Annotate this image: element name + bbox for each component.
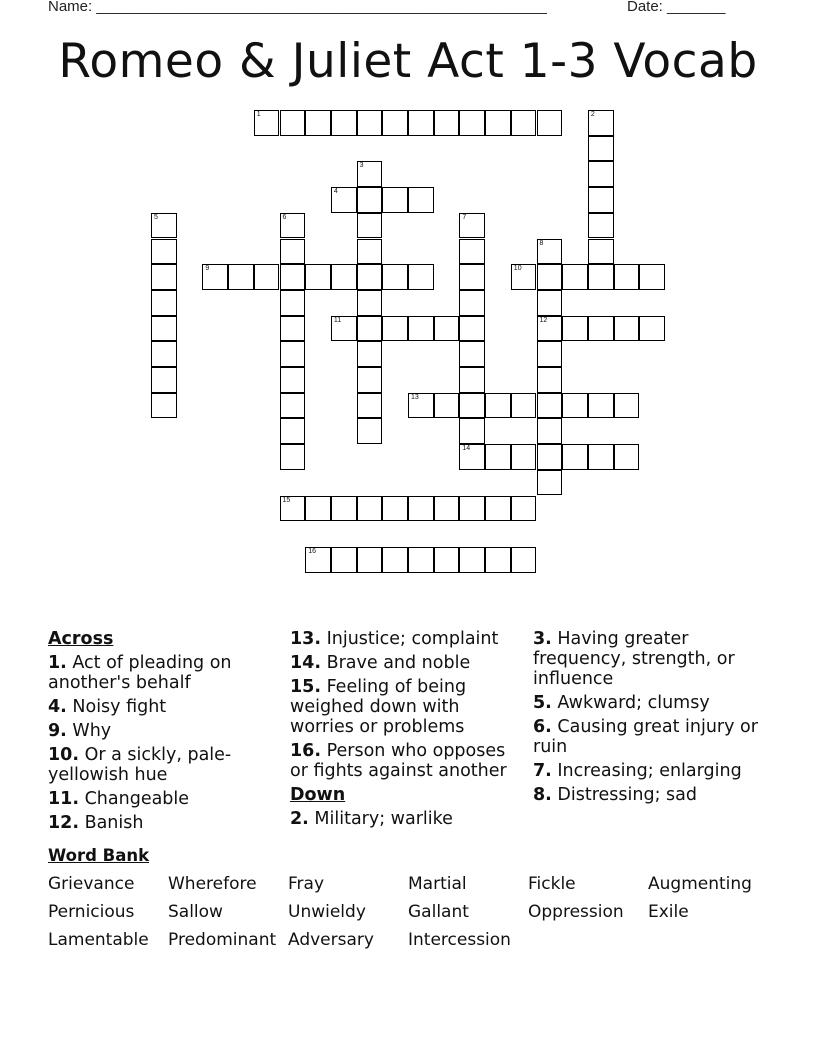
crossword-cell[interactable] [331, 496, 357, 522]
clue-item [290, 653, 520, 673]
crossword-cell[interactable] [357, 496, 383, 522]
crossword-cell[interactable] [537, 316, 563, 342]
crossword-cell[interactable] [357, 341, 383, 367]
clue-number-label: 9. [48, 721, 67, 741]
crossword-cell[interactable] [537, 290, 563, 316]
crossword-cell[interactable] [331, 316, 357, 342]
crossword-cell[interactable] [280, 496, 306, 522]
crossword-cell[interactable] [254, 264, 280, 290]
clue-item [533, 717, 763, 757]
crossword-cell[interactable] [331, 187, 357, 213]
crossword-cell[interactable] [588, 393, 614, 419]
crossword-cell[interactable] [408, 547, 434, 573]
crossword-cell[interactable] [459, 496, 485, 522]
clue-number-label: 3. [533, 629, 552, 649]
crossword-cell[interactable] [357, 367, 383, 393]
clue-number: 2 [590, 111, 595, 118]
crossword-cell[interactable] [305, 547, 331, 573]
word-bank-item: Augmenting [648, 874, 752, 894]
word-bank-title: Word Bank [48, 846, 150, 865]
crossword-cell[interactable] [408, 496, 434, 522]
clue-number-label: 10. [48, 745, 80, 765]
crossword-cell[interactable] [537, 444, 563, 470]
clue-number-label: 7. [533, 761, 552, 781]
crossword-cell[interactable] [639, 316, 665, 342]
clue-number-label: 4. [48, 697, 67, 717]
crossword-cell[interactable] [280, 341, 306, 367]
down-heading: Down [290, 785, 346, 805]
clue-number: 3 [359, 162, 364, 170]
crossword-cell[interactable] [485, 393, 511, 419]
crossword-cell[interactable] [614, 393, 640, 419]
clue-text: Having greater frequency, strength, or influence [533, 629, 735, 689]
crossword-cell[interactable] [382, 547, 408, 573]
crossword-cell[interactable] [280, 290, 306, 316]
crossword-cell[interactable] [280, 316, 306, 342]
clue-text: Person who opposes or fights against another [290, 741, 507, 781]
clue-number-label: 11. [48, 789, 80, 809]
crossword-cell[interactable] [588, 187, 614, 213]
crossword-cell[interactable] [305, 110, 331, 136]
clue-text: Why [66, 721, 112, 741]
word-bank-item: Pernicious [48, 902, 135, 922]
clue-number: 4 [333, 188, 338, 196]
word-bank-item: Fickle [528, 874, 576, 894]
clue-item [48, 789, 278, 809]
word-bank-item: Sallow [168, 902, 223, 922]
clue-number-label: 5. [533, 693, 552, 713]
word-bank-item: Lamentable [48, 930, 149, 950]
crossword-cell[interactable] [151, 290, 177, 316]
crossword-cell[interactable] [382, 316, 408, 342]
crossword-cell[interactable] [485, 110, 511, 136]
clues-column-2 [290, 629, 520, 833]
clue-number: 7 [462, 213, 467, 221]
crossword-cell[interactable] [280, 110, 306, 136]
clues-column-3 [533, 629, 763, 809]
word-bank-item: Martial [408, 874, 467, 894]
crossword-cell[interactable] [588, 161, 614, 187]
crossword-cell[interactable] [588, 316, 614, 342]
crossword-cell[interactable] [588, 213, 614, 239]
crossword-cell[interactable] [459, 239, 485, 265]
crossword-cell[interactable] [331, 110, 357, 136]
clue-item [48, 813, 278, 833]
crossword-cell[interactable] [537, 393, 563, 419]
clue-text: Awkward; clumsy [551, 693, 710, 713]
crossword-cell[interactable] [357, 187, 383, 213]
word-bank-item: Gallant [408, 902, 469, 922]
crossword-cell[interactable] [280, 444, 306, 470]
crossword-cell[interactable] [151, 316, 177, 342]
crossword-cell[interactable] [459, 213, 485, 239]
crossword-cell[interactable] [459, 110, 485, 136]
clue-number-label: 15. [290, 677, 322, 697]
clue-number: 12 [539, 316, 548, 324]
crossword-cell[interactable] [459, 341, 485, 367]
clue-text: Injustice; complaint [321, 629, 499, 649]
word-bank-item: Intercession [408, 930, 511, 950]
clue-text: Changeable [79, 789, 190, 809]
crossword-cell[interactable] [408, 393, 434, 419]
crossword-cell[interactable] [357, 393, 383, 419]
crossword-cell[interactable] [459, 547, 485, 573]
crossword-cell[interactable] [382, 264, 408, 290]
crossword-cell[interactable] [537, 264, 563, 290]
crossword-cell[interactable] [537, 239, 563, 265]
crossword-cell[interactable] [151, 213, 177, 239]
crossword-cell[interactable] [588, 264, 614, 290]
clue-number-label: 8. [533, 785, 552, 805]
crossword-cell[interactable] [305, 264, 331, 290]
crossword-cell[interactable] [459, 367, 485, 393]
crossword-cell[interactable] [357, 264, 383, 290]
crossword-cell[interactable] [382, 110, 408, 136]
crossword-cell[interactable] [357, 418, 383, 444]
crossword-cell[interactable] [459, 290, 485, 316]
crossword-cell[interactable] [459, 393, 485, 419]
crossword-cell[interactable] [151, 239, 177, 265]
clue-item [48, 697, 278, 717]
crossword-cell[interactable] [434, 393, 460, 419]
clue-item [533, 785, 763, 805]
clue-item [290, 741, 520, 781]
clue-number-label: 1. [48, 653, 67, 673]
crossword-cell[interactable] [280, 264, 306, 290]
crossword-cell[interactable] [357, 110, 383, 136]
crossword-cell[interactable] [588, 239, 614, 265]
crossword-cell[interactable] [614, 316, 640, 342]
date-field-label: Date: _______ [627, 0, 726, 15]
crossword-cell[interactable] [537, 418, 563, 444]
word-bank-item: Exile [648, 902, 689, 922]
crossword-cell[interactable] [408, 264, 434, 290]
crossword-cell[interactable] [485, 496, 511, 522]
clue-number: 16 [308, 547, 316, 555]
clue-number-label: 12. [48, 813, 80, 833]
crossword-cell[interactable] [459, 316, 485, 342]
clue-number: 13 [411, 393, 419, 401]
crossword-cell[interactable] [511, 547, 537, 573]
clue-text: Increasing; enlarging [551, 761, 742, 781]
crossword-cell[interactable] [331, 264, 357, 290]
clue-item [290, 809, 520, 829]
crossword-cell[interactable] [511, 496, 537, 522]
crossword-cell[interactable] [382, 187, 408, 213]
crossword-cell[interactable] [588, 444, 614, 470]
page-title: Romeo & Juliet Act 1-3 Vocab [58, 34, 758, 89]
clue-item [48, 721, 278, 741]
word-bank-item: Fray [288, 874, 325, 894]
crossword-cell[interactable] [305, 496, 331, 522]
clue-number-label: 14. [290, 653, 322, 673]
crossword-cell[interactable] [408, 316, 434, 342]
crossword-cell[interactable] [357, 316, 383, 342]
crossword-cell[interactable] [408, 187, 434, 213]
crossword-cell[interactable] [228, 264, 254, 290]
crossword-cell[interactable] [588, 110, 614, 136]
crossword-cell[interactable] [357, 213, 383, 239]
crossword-cell[interactable] [614, 264, 640, 290]
crossword-cell[interactable] [151, 264, 177, 290]
crossword-cell[interactable] [537, 470, 563, 496]
clue-number-label: 16. [290, 741, 322, 761]
word-bank-item: Predominant [168, 930, 277, 950]
crossword-cell[interactable] [562, 393, 588, 419]
clue-text: Distressing; sad [551, 785, 697, 805]
crossword-cell[interactable] [254, 110, 280, 136]
clue-text: Noisy fight [66, 697, 167, 717]
crossword-cell[interactable] [434, 547, 460, 573]
crossword-cell[interactable] [434, 496, 460, 522]
crossword-cell[interactable] [511, 110, 537, 136]
clue-item [533, 629, 763, 689]
clue-number: 15 [282, 496, 291, 504]
crossword-cell[interactable] [588, 136, 614, 162]
crossword-cell[interactable] [280, 367, 306, 393]
crossword-cell[interactable] [151, 341, 177, 367]
name-field-label: Name: ______________________________________________________ [48, 0, 547, 15]
clue-number-label: 6. [533, 717, 552, 737]
word-bank-item: Wherefore [168, 874, 257, 894]
crossword-cell[interactable] [331, 547, 357, 573]
crossword-cell[interactable] [537, 341, 563, 367]
word-bank-item: Oppression [528, 902, 624, 922]
clue-text: Causing great injury or ruin [533, 717, 758, 757]
crossword-cell[interactable] [280, 213, 306, 239]
crossword-cell[interactable] [357, 239, 383, 265]
clue-number: 14 [462, 445, 471, 453]
clue-number: 8 [539, 239, 544, 247]
clue-text: Or a sickly, pale-yellowish hue [48, 745, 232, 785]
crossword-cell[interactable] [202, 264, 228, 290]
crossword-cell[interactable] [511, 264, 537, 290]
clue-text: Act of pleading on another's behalf [48, 653, 232, 693]
crossword-cell[interactable] [151, 367, 177, 393]
word-bank-item: Grievance [48, 874, 135, 894]
crossword-cell[interactable] [280, 239, 306, 265]
crossword-cell[interactable] [280, 418, 306, 444]
clue-item [290, 629, 520, 649]
crossword-cell[interactable] [357, 161, 383, 187]
crossword-cell[interactable] [151, 393, 177, 419]
crossword-cell[interactable] [382, 496, 408, 522]
clues-column-1 [48, 629, 278, 837]
clue-text: Feeling of being weighed down with worries or problems [290, 677, 467, 737]
clue-number: 5 [154, 213, 158, 221]
word-bank-item: Adversary [288, 930, 374, 950]
crossword-cell[interactable] [562, 316, 588, 342]
clue-item [533, 693, 763, 713]
crossword-cell[interactable] [562, 264, 588, 290]
crossword-cell[interactable] [485, 547, 511, 573]
crossword-cell[interactable] [280, 393, 306, 419]
crossword-cell[interactable] [459, 444, 485, 470]
clue-text: Banish [79, 813, 144, 833]
clue-item [48, 653, 278, 693]
clue-number: 11 [333, 316, 342, 324]
crossword-cell[interactable] [357, 290, 383, 316]
clue-text: Military; warlike [308, 809, 453, 829]
crossword-cell[interactable] [485, 444, 511, 470]
clue-number: 10 [513, 265, 522, 273]
clue-number: 6 [282, 213, 287, 221]
crossword-cell[interactable] [434, 110, 460, 136]
across-heading: Across [48, 629, 114, 649]
clue-text: Brave and noble [321, 653, 471, 673]
crossword-cell[interactable] [511, 444, 537, 470]
crossword-cell[interactable] [511, 393, 537, 419]
clue-number-label: 2. [290, 809, 309, 829]
clue-item [533, 761, 763, 781]
crossword-cell[interactable] [562, 444, 588, 470]
clue-number-label: 13. [290, 629, 322, 649]
crossword-cell[interactable] [639, 264, 665, 290]
clue-item [48, 745, 278, 785]
crossword-cell[interactable] [434, 316, 460, 342]
crossword-cell[interactable] [537, 110, 563, 136]
clue-item [290, 677, 520, 737]
crossword-cell[interactable] [459, 418, 485, 444]
crossword-cell[interactable] [614, 444, 640, 470]
clue-number: 1 [256, 111, 261, 118]
crossword-cell[interactable] [459, 264, 485, 290]
crossword-cell[interactable] [357, 547, 383, 573]
crossword-cell[interactable] [537, 367, 563, 393]
word-bank-item: Unwieldy [288, 902, 366, 922]
clue-number: 9 [205, 265, 210, 273]
crossword-cell[interactable] [408, 110, 434, 136]
